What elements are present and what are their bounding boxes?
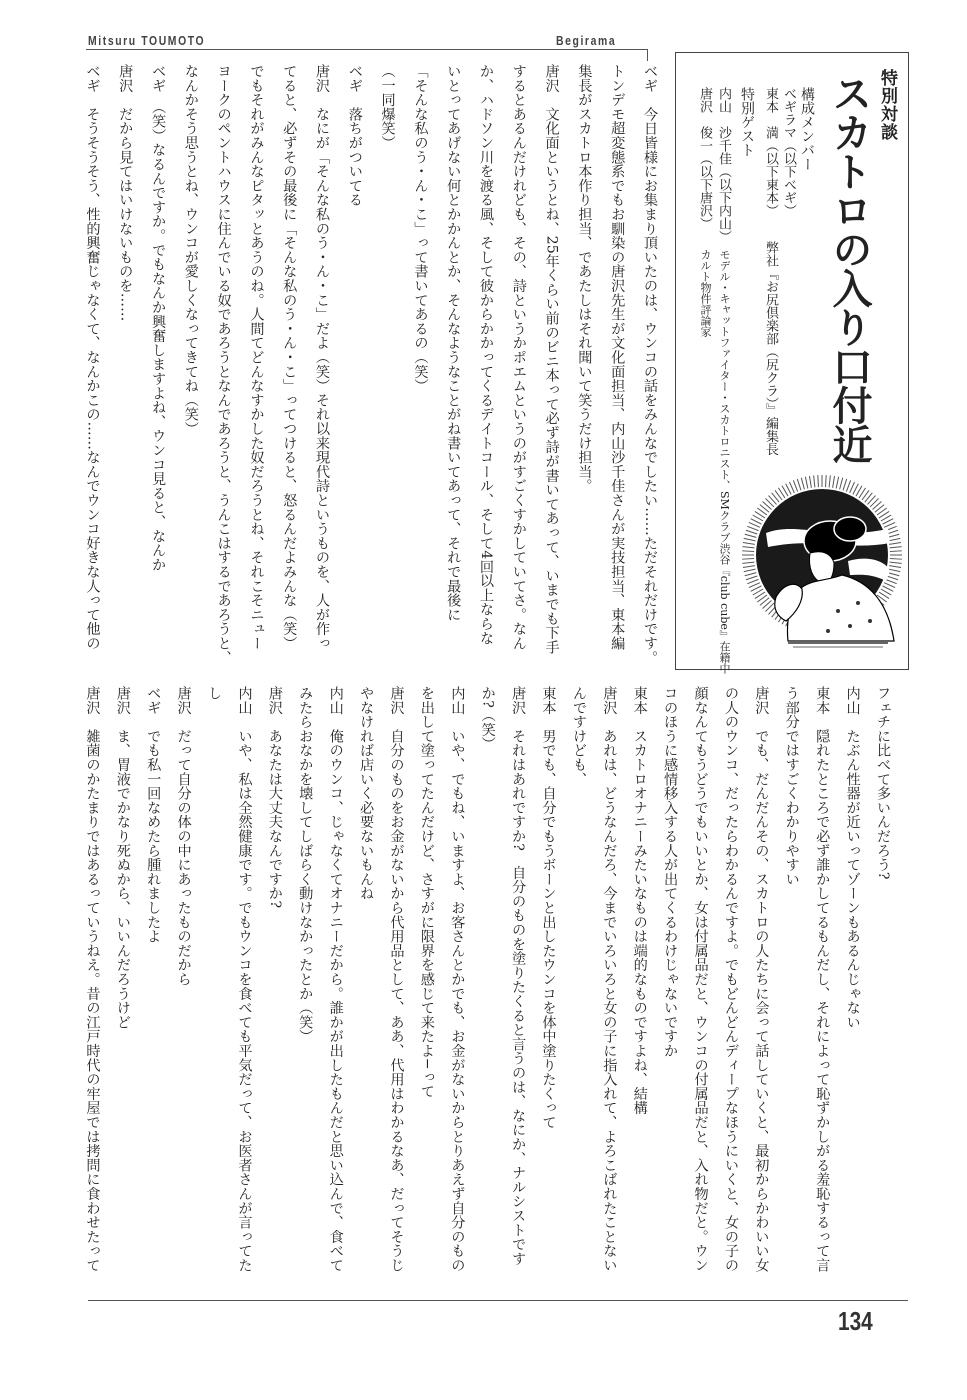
guests-heading: 特別ゲスト (739, 87, 755, 157)
ray (746, 530, 757, 534)
ray (797, 479, 801, 490)
ray (890, 551, 902, 552)
ray (747, 526, 758, 530)
text-column: 内山 いや、私は全然健康です。でもウンコを食べても平気だって、お医者さんが言ってた (236, 686, 253, 1273)
text-column: 「そんな私のう・ん・こ」って書いてあるの（笑） (412, 64, 429, 393)
ray (833, 476, 835, 488)
text-column: 唐沢 だって自分の体の中にあったものだから (175, 686, 192, 987)
text-column: 唐沢 なにが「そんな私のう・ん・こ」だよ（笑）それ以来現代詩というものを、人が作っ (314, 64, 331, 651)
ray (747, 579, 758, 583)
ray (884, 583, 895, 588)
article-body-bottom (77, 686, 898, 1290)
text-column: の人のウンコ、だったらわかるんですよ。でもどんどんディープなほうにいくと、女の子の (722, 686, 739, 1273)
ray (884, 522, 895, 527)
ray (818, 475, 819, 487)
members-heading: 構成メンバー (799, 87, 815, 171)
text-column: 唐沢 自分のものをお金がないから代用品として、ああ、代用はわかるなあ、だってそうじ (388, 686, 405, 1273)
ray (749, 522, 760, 527)
text-column: 顔なんてもうどうでもいいとか、女は付属品だと、ウンコの付属品だと、入れ物だと。ウン (692, 686, 709, 1273)
text-column: ベギ 今日皆様にお集まり頂いたのは、ウンコの話をみんなでしたい……ただそれだけです。 (642, 64, 658, 665)
ray (887, 576, 898, 580)
ray (744, 569, 756, 571)
ray (746, 576, 757, 580)
text-column: 集長がスカトロ本作り担当、であたしはそれ聞いて笑うだけ担当。 (576, 64, 593, 493)
ray (742, 562, 754, 563)
text-column: てると、必ずその最後に「そんな私のう・ん・こ」ってつけると、怒るんだよみんな（笑） (281, 64, 298, 651)
ray (885, 579, 896, 583)
text-column: トンデモ超変態系でもお馴染の唐沢先生が文化面担当、内山沙千佳さんが実技担当、東本編 (609, 64, 626, 651)
member-name: 東本 満（以下東本） (763, 87, 778, 217)
running-header-series: Begirama (556, 33, 617, 48)
text-column: 唐沢 だから見てはいけないものを…… (117, 64, 134, 322)
text-column: （一同爆笑） (379, 64, 396, 150)
header-rule (86, 49, 648, 50)
text-column: 内山 たぶん性器が近いってゾーンもあるんじゃない (844, 686, 861, 1030)
ray (742, 547, 754, 548)
ray (789, 482, 794, 493)
ray (889, 569, 901, 571)
header-rule-tick (647, 49, 648, 61)
text-column: 東本 隠れたところで必ず誰かしてるもんだし、それによって恥ずかしがる羞恥するって言 (814, 686, 831, 1273)
text-column: 内山 俺のウンコ、じゃなくてオナニーだから。誰かが出したもんだと思い込んで、食べて (327, 686, 344, 1273)
ray (805, 477, 807, 489)
feature-kicker: 特別対談 (877, 69, 897, 141)
member-name: べギラマ（以下べギ） (781, 87, 796, 217)
text-column: コのほうに感情移入する人が出てくるわけじゃないですか (662, 686, 679, 1058)
text-column: 東本 スカトロオナニーみたいなものは端的なものですよね、結構 (631, 686, 648, 1115)
ray (888, 573, 900, 576)
woman-in-kimono-illustration (738, 471, 908, 651)
guest-name: 唐沢 俊一（以下唐沢） (697, 87, 712, 230)
ray (850, 482, 855, 493)
hair-bun (834, 517, 866, 541)
ray (889, 566, 901, 568)
text-column: 唐沢 あなたは大丈夫なんですか? (266, 686, 283, 909)
ray (743, 542, 755, 544)
ray (843, 479, 847, 490)
page-number: 134 (838, 1306, 873, 1336)
text-column: 内山 いや、でもね、いますよ、お客さんとかでも、お金がないからとりあえず自分のもの (449, 686, 466, 1273)
text-column: 唐沢 でも、だんだんその、スカトロの人たちに会って話していくと、最初からかわいい女 (753, 686, 770, 1273)
text-column: ヨークのペントハウスに住んでいる奴であろうとなんであろうと、うんこはするであろうと、 (215, 64, 232, 665)
text-column: 唐沢 ま、胃液でかなり死ぬから、いいんだろうけど (114, 686, 131, 1030)
text-column: 唐沢 あれは、どうなんだろ、今までいろいろと女の子に指入れて、よろこばれたことない (601, 686, 618, 1273)
ray (890, 562, 902, 563)
ray (826, 475, 827, 487)
ray (840, 478, 843, 490)
text-column: ベギ そうそうそう、性的興奮じゃなくて、なんかこの……なんでウンコ好きな人って他の (84, 64, 101, 651)
ray (749, 583, 760, 588)
feature-title-box (675, 52, 909, 674)
text-column: いとってあげない何とかかんとか、そんなようなことがね書いてあって、それで最後に (445, 64, 462, 622)
text-column: 唐沢 雑菌のかたまりではあるっていうねえ。昔の江戸時代の牢屋では拷問に食わせたって (84, 686, 101, 1273)
ray (889, 538, 901, 540)
text-column: 唐沢 それはあれですか? 自分のものを塗りたくると言うのは、なにか、ナルシストです (510, 686, 527, 1266)
ray (742, 551, 754, 552)
feature-title: スカトロの入り口付近 (826, 73, 872, 463)
ray (793, 480, 797, 491)
ray (846, 480, 850, 491)
ray (814, 475, 815, 487)
text-column: みたらおなかを壊してしばらく動けなかったとか（笑） (297, 686, 314, 1044)
ray (742, 559, 754, 560)
text-column: するとあるんだけれども、その、詩というかポエムというのがすごくすかしていてさ。なん (510, 64, 527, 651)
text-column: 東本 男でも、自分でもうボーンと出したウンコを体中塗りたくって (540, 686, 557, 1130)
text-column: ベギ 落ちがついてる (346, 64, 363, 207)
ray (890, 547, 902, 548)
ray (801, 478, 804, 490)
text-column: か、ハドソン川を渡る風、そして彼からかかってくるデイトコール、そして4回以上ならな (478, 64, 495, 646)
ray (888, 534, 900, 537)
ray (745, 534, 757, 537)
text-column: を出して塗ってたんだけど、さすがに限界を感じて来たよ−って (418, 686, 435, 1099)
text-column: う部分ではすごくわかりやすい (783, 686, 800, 887)
text-column: やなければ店いく必要ないもんね (358, 686, 375, 901)
text-column: ベギ （笑）なるんですか。でもなんか興奮しますよね、ウンコ見ると、なんか (150, 64, 167, 572)
text-column: ベギ でも私一回なめたら腫れましたよ (145, 686, 162, 944)
text-column: なんかそう思うとね、ウンコが愛しくなってきてね（笑） (182, 64, 199, 436)
ray (743, 566, 755, 568)
text-column: か?（笑） (479, 686, 496, 751)
guest-role: モデル・キャットファイター・スカトロニスト、SMクラブ渋谷『club cube』在籍中 (718, 249, 731, 674)
ray (836, 477, 838, 489)
text-column: フェチに比べて多いんだろう? (875, 686, 891, 880)
text-column: 唐沢 文化面というとね、25年くらい前のビニ本って必ず詩が書いてあって、いまでも下手 (543, 64, 560, 655)
member-role: 弊社『お尻倶楽部（尻クラ）』編集長 (763, 241, 778, 456)
footer-rule (88, 1300, 908, 1301)
ray (745, 573, 757, 576)
text-column: んですけども、 (570, 686, 587, 787)
ray (809, 476, 811, 488)
ray (744, 538, 756, 540)
ray (890, 559, 902, 560)
ray (889, 542, 901, 544)
ray (829, 475, 830, 487)
running-header-author: Mitsuru TOUMOTO (88, 33, 206, 48)
guest-name: 内山 沙千佳（以下内山） (716, 87, 731, 243)
text-column: し (206, 686, 223, 701)
guest-role: カルト物件評論家 (699, 249, 712, 337)
article-body-top (76, 64, 666, 668)
text-column: でもそれがみんなピタッとあうのね。人間てどんなすかした奴だろうとね、それこそニュー (248, 64, 265, 651)
